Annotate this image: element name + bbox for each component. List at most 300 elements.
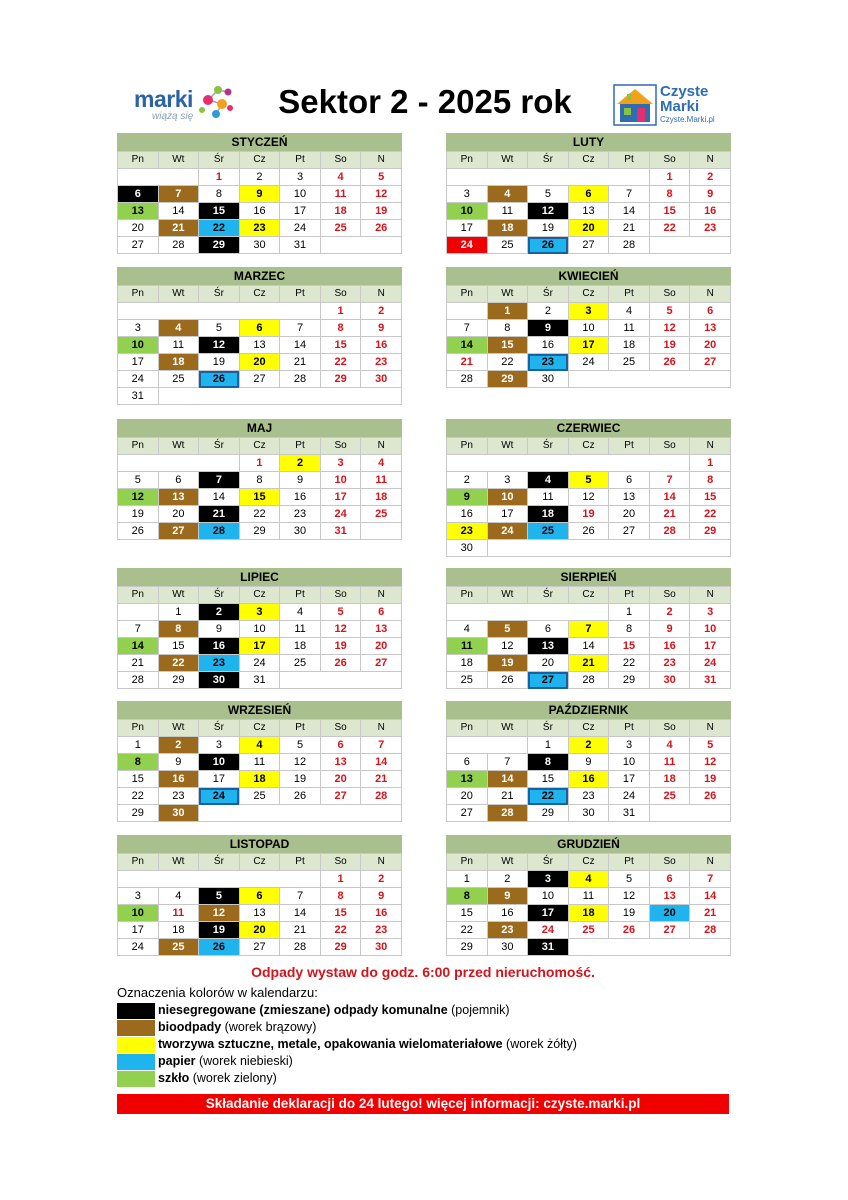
day-cell[interactable]: 29 (690, 523, 731, 540)
marki-logo[interactable] (134, 82, 234, 126)
day-cell[interactable]: 26 (487, 672, 528, 689)
day-cell[interactable]: 11 (320, 186, 361, 203)
day-cell[interactable]: 26 (609, 922, 650, 939)
day-cell[interactable]: 28 (649, 523, 690, 540)
day-cell[interactable]: 23 (649, 655, 690, 672)
day-cell[interactable]: 4 (320, 169, 361, 186)
day-cell[interactable]: 19 (280, 771, 321, 788)
day-cell[interactable]: 26 (568, 523, 609, 540)
day-cell[interactable]: 8 (447, 888, 488, 905)
day-cell[interactable]: 15 (487, 337, 528, 354)
day-cell[interactable]: 8 (320, 320, 361, 337)
day-cell[interactable]: 18 (361, 489, 402, 506)
day-cell[interactable]: 28 (361, 788, 402, 805)
day-cell[interactable]: 13 (447, 771, 488, 788)
day-cell[interactable]: 14 (487, 771, 528, 788)
day-cell[interactable]: 23 (158, 788, 199, 805)
day-cell[interactable]: 22 (487, 354, 528, 371)
day-cell[interactable]: 19 (361, 203, 402, 220)
day-cell[interactable]: 24 (320, 506, 361, 523)
day-cell[interactable]: 5 (528, 186, 569, 203)
day-cell[interactable]: 22 (320, 922, 361, 939)
day-cell[interactable]: 13 (118, 203, 159, 220)
day-cell[interactable]: 18 (487, 220, 528, 237)
day-cell[interactable]: 5 (568, 472, 609, 489)
day-cell[interactable]: 11 (158, 337, 199, 354)
day-cell[interactable]: 12 (487, 638, 528, 655)
day-cell[interactable]: 7 (280, 320, 321, 337)
day-cell[interactable]: 22 (447, 922, 488, 939)
day-cell[interactable]: 25 (158, 371, 199, 388)
day-cell[interactable]: 12 (568, 489, 609, 506)
day-cell[interactable]: 11 (361, 472, 402, 489)
day-cell[interactable]: 15 (320, 905, 361, 922)
day-cell[interactable]: 26 (320, 655, 361, 672)
day-cell[interactable]: 28 (690, 922, 731, 939)
day-cell[interactable]: 4 (568, 871, 609, 888)
day-cell[interactable]: 6 (239, 888, 280, 905)
day-cell[interactable]: 20 (690, 337, 731, 354)
day-cell[interactable]: 4 (239, 737, 280, 754)
day-cell[interactable]: 30 (528, 371, 569, 388)
day-cell[interactable]: 1 (118, 737, 159, 754)
day-cell[interactable]: 8 (158, 621, 199, 638)
day-cell[interactable]: 1 (239, 455, 280, 472)
day-cell[interactable]: 25 (280, 655, 321, 672)
day-cell[interactable]: 27 (158, 523, 199, 540)
day-cell[interactable]: 31 (320, 523, 361, 540)
day-cell[interactable]: 25 (361, 506, 402, 523)
day-cell[interactable]: 13 (239, 337, 280, 354)
day-cell[interactable]: 4 (609, 303, 650, 320)
day-cell[interactable]: 13 (361, 621, 402, 638)
day-cell[interactable]: 16 (528, 337, 569, 354)
day-cell[interactable]: 13 (320, 754, 361, 771)
day-cell[interactable]: 23 (690, 220, 731, 237)
day-cell[interactable]: 4 (649, 737, 690, 754)
day-cell[interactable]: 13 (528, 638, 569, 655)
day-cell[interactable]: 30 (568, 805, 609, 822)
day-cell[interactable]: 10 (568, 320, 609, 337)
day-cell[interactable]: 5 (280, 737, 321, 754)
day-cell[interactable]: 31 (280, 237, 321, 254)
day-cell[interactable]: 30 (447, 540, 488, 557)
day-cell[interactable]: 31 (239, 672, 280, 689)
day-cell[interactable]: 16 (568, 771, 609, 788)
day-cell[interactable]: 9 (447, 489, 488, 506)
day-cell[interactable]: 28 (487, 805, 528, 822)
day-cell[interactable]: 27 (649, 922, 690, 939)
day-cell[interactable]: 16 (361, 337, 402, 354)
day-cell[interactable]: 28 (280, 371, 321, 388)
day-cell[interactable]: 27 (528, 672, 569, 689)
day-cell[interactable]: 28 (158, 237, 199, 254)
day-cell[interactable]: 12 (320, 621, 361, 638)
day-cell[interactable]: 26 (649, 354, 690, 371)
day-cell[interactable]: 23 (487, 922, 528, 939)
day-cell[interactable]: 15 (239, 489, 280, 506)
day-cell[interactable]: 3 (239, 604, 280, 621)
day-cell[interactable]: 25 (609, 354, 650, 371)
day-cell[interactable]: 21 (199, 506, 240, 523)
day-cell[interactable]: 3 (690, 604, 731, 621)
day-cell[interactable]: 7 (158, 186, 199, 203)
day-cell[interactable]: 25 (239, 788, 280, 805)
day-cell[interactable]: 21 (649, 506, 690, 523)
day-cell[interactable]: 20 (239, 922, 280, 939)
day-cell[interactable]: 3 (528, 871, 569, 888)
day-cell[interactable]: 27 (361, 655, 402, 672)
day-cell[interactable]: 21 (568, 655, 609, 672)
day-cell[interactable]: 16 (649, 638, 690, 655)
day-cell[interactable]: 14 (690, 888, 731, 905)
day-cell[interactable]: 23 (447, 523, 488, 540)
day-cell[interactable]: 12 (361, 186, 402, 203)
day-cell[interactable]: 24 (118, 371, 159, 388)
day-cell[interactable]: 7 (487, 754, 528, 771)
day-cell[interactable]: 4 (487, 186, 528, 203)
day-cell[interactable]: 5 (361, 169, 402, 186)
day-cell[interactable]: 14 (158, 203, 199, 220)
day-cell[interactable]: 1 (158, 604, 199, 621)
day-cell[interactable]: 28 (447, 371, 488, 388)
day-cell[interactable]: 17 (568, 337, 609, 354)
day-cell[interactable]: 14 (568, 638, 609, 655)
day-cell[interactable]: 5 (609, 871, 650, 888)
day-cell[interactable]: 15 (649, 203, 690, 220)
declaration-banner[interactable]: Składanie deklaracji do 24 lutego! więcej informacji: czyste.marki.pl (117, 1094, 729, 1114)
day-cell[interactable]: 22 (609, 655, 650, 672)
day-cell[interactable]: 2 (361, 303, 402, 320)
day-cell[interactable]: 29 (447, 939, 488, 956)
day-cell[interactable]: 13 (239, 905, 280, 922)
day-cell[interactable]: 27 (568, 237, 609, 254)
day-cell[interactable]: 1 (690, 455, 731, 472)
day-cell[interactable]: 21 (280, 922, 321, 939)
day-cell[interactable]: 19 (690, 771, 731, 788)
day-cell[interactable]: 30 (487, 939, 528, 956)
day-cell[interactable]: 3 (118, 888, 159, 905)
day-cell[interactable]: 2 (649, 604, 690, 621)
day-cell[interactable]: 16 (199, 638, 240, 655)
day-cell[interactable]: 22 (158, 655, 199, 672)
day-cell[interactable]: 15 (199, 203, 240, 220)
day-cell[interactable]: 7 (649, 472, 690, 489)
day-cell[interactable]: 13 (690, 320, 731, 337)
day-cell[interactable]: 2 (487, 871, 528, 888)
day-cell[interactable]: 31 (528, 939, 569, 956)
day-cell[interactable]: 9 (280, 472, 321, 489)
day-cell[interactable]: 19 (568, 506, 609, 523)
day-cell[interactable]: 29 (239, 523, 280, 540)
day-cell[interactable]: 7 (690, 871, 731, 888)
day-cell[interactable]: 21 (487, 788, 528, 805)
day-cell[interactable]: 6 (118, 186, 159, 203)
day-cell[interactable]: 30 (280, 523, 321, 540)
day-cell[interactable]: 24 (280, 220, 321, 237)
day-cell[interactable]: 3 (609, 737, 650, 754)
day-cell[interactable]: 17 (239, 638, 280, 655)
day-cell[interactable]: 17 (447, 220, 488, 237)
day-cell[interactable]: 30 (361, 939, 402, 956)
day-cell[interactable]: 10 (118, 905, 159, 922)
day-cell[interactable]: 14 (118, 638, 159, 655)
day-cell[interactable]: 6 (239, 320, 280, 337)
day-cell[interactable]: 28 (280, 939, 321, 956)
day-cell[interactable]: 18 (320, 203, 361, 220)
day-cell[interactable]: 5 (649, 303, 690, 320)
day-cell[interactable]: 19 (118, 506, 159, 523)
day-cell[interactable]: 25 (568, 922, 609, 939)
day-cell[interactable]: 20 (528, 655, 569, 672)
day-cell[interactable]: 5 (199, 888, 240, 905)
day-cell[interactable]: 13 (649, 888, 690, 905)
day-cell[interactable]: 20 (239, 354, 280, 371)
day-cell[interactable]: 30 (649, 672, 690, 689)
day-cell[interactable]: 5 (199, 320, 240, 337)
day-cell[interactable]: 10 (528, 888, 569, 905)
day-cell[interactable]: 8 (690, 472, 731, 489)
day-cell[interactable]: 8 (609, 621, 650, 638)
day-cell[interactable]: 17 (320, 489, 361, 506)
day-cell[interactable]: 11 (609, 320, 650, 337)
day-cell[interactable]: 23 (199, 655, 240, 672)
day-cell[interactable]: 3 (118, 320, 159, 337)
day-cell[interactable]: 10 (690, 621, 731, 638)
day-cell[interactable]: 23 (280, 506, 321, 523)
day-cell[interactable]: 8 (649, 186, 690, 203)
day-cell[interactable]: 27 (239, 939, 280, 956)
day-cell[interactable]: 7 (361, 737, 402, 754)
day-cell[interactable]: 11 (158, 905, 199, 922)
day-cell[interactable]: 26 (690, 788, 731, 805)
day-cell[interactable]: 23 (361, 922, 402, 939)
day-cell[interactable]: 6 (568, 186, 609, 203)
day-cell[interactable]: 1 (199, 169, 240, 186)
day-cell[interactable]: 3 (487, 472, 528, 489)
day-cell[interactable]: 15 (690, 489, 731, 506)
day-cell[interactable]: 7 (199, 472, 240, 489)
day-cell[interactable]: 12 (690, 754, 731, 771)
day-cell[interactable]: 14 (609, 203, 650, 220)
day-cell[interactable]: 26 (199, 939, 240, 956)
day-cell[interactable]: 2 (158, 737, 199, 754)
day-cell[interactable]: 9 (199, 621, 240, 638)
day-cell[interactable]: 1 (447, 871, 488, 888)
day-cell[interactable]: 26 (199, 371, 240, 388)
day-cell[interactable]: 15 (447, 905, 488, 922)
day-cell[interactable]: 28 (609, 237, 650, 254)
day-cell[interactable]: 2 (528, 303, 569, 320)
day-cell[interactable]: 4 (280, 604, 321, 621)
day-cell[interactable]: 18 (649, 771, 690, 788)
day-cell[interactable]: 6 (528, 621, 569, 638)
day-cell[interactable]: 24 (239, 655, 280, 672)
day-cell[interactable]: 25 (158, 939, 199, 956)
day-cell[interactable]: 26 (118, 523, 159, 540)
day-cell[interactable]: 23 (361, 354, 402, 371)
day-cell[interactable]: 4 (447, 621, 488, 638)
day-cell[interactable]: 26 (528, 237, 569, 254)
day-cell[interactable]: 10 (609, 754, 650, 771)
day-cell[interactable]: 29 (528, 805, 569, 822)
day-cell[interactable]: 16 (280, 489, 321, 506)
day-cell[interactable]: 19 (199, 354, 240, 371)
day-cell[interactable]: 9 (528, 320, 569, 337)
day-cell[interactable]: 21 (361, 771, 402, 788)
day-cell[interactable]: 5 (320, 604, 361, 621)
day-cell[interactable]: 18 (447, 655, 488, 672)
day-cell[interactable]: 16 (239, 203, 280, 220)
day-cell[interactable]: 31 (690, 672, 731, 689)
day-cell[interactable]: 23 (568, 788, 609, 805)
day-cell[interactable]: 27 (118, 237, 159, 254)
day-cell[interactable]: 21 (280, 354, 321, 371)
day-cell[interactable]: 15 (118, 771, 159, 788)
day-cell[interactable]: 11 (568, 888, 609, 905)
day-cell[interactable]: 20 (447, 788, 488, 805)
day-cell[interactable]: 24 (528, 922, 569, 939)
day-cell[interactable]: 16 (447, 506, 488, 523)
czyste-marki-logo[interactable] (613, 84, 729, 128)
day-cell[interactable]: 12 (280, 754, 321, 771)
day-cell[interactable]: 26 (361, 220, 402, 237)
day-cell[interactable]: 14 (361, 754, 402, 771)
day-cell[interactable]: 20 (568, 220, 609, 237)
day-cell[interactable]: 21 (158, 220, 199, 237)
day-cell[interactable]: 26 (280, 788, 321, 805)
day-cell[interactable]: 11 (649, 754, 690, 771)
day-cell[interactable]: 3 (568, 303, 609, 320)
day-cell[interactable]: 5 (690, 737, 731, 754)
day-cell[interactable]: 9 (361, 888, 402, 905)
day-cell[interactable]: 24 (690, 655, 731, 672)
day-cell[interactable]: 21 (690, 905, 731, 922)
day-cell[interactable]: 29 (118, 805, 159, 822)
day-cell[interactable]: 14 (649, 489, 690, 506)
day-cell[interactable]: 22 (199, 220, 240, 237)
day-cell[interactable]: 4 (528, 472, 569, 489)
day-cell[interactable]: 29 (158, 672, 199, 689)
day-cell[interactable]: 19 (199, 922, 240, 939)
day-cell[interactable]: 25 (649, 788, 690, 805)
day-cell[interactable]: 12 (609, 888, 650, 905)
day-cell[interactable]: 29 (487, 371, 528, 388)
day-cell[interactable]: 24 (199, 788, 240, 805)
day-cell[interactable]: 25 (528, 523, 569, 540)
day-cell[interactable]: 17 (528, 905, 569, 922)
day-cell[interactable]: 29 (199, 237, 240, 254)
day-cell[interactable]: 8 (118, 754, 159, 771)
day-cell[interactable]: 15 (158, 638, 199, 655)
day-cell[interactable]: 2 (239, 169, 280, 186)
day-cell[interactable]: 17 (118, 354, 159, 371)
day-cell[interactable]: 3 (199, 737, 240, 754)
day-cell[interactable]: 17 (609, 771, 650, 788)
day-cell[interactable]: 22 (118, 788, 159, 805)
day-cell[interactable]: 20 (320, 771, 361, 788)
day-cell[interactable]: 6 (361, 604, 402, 621)
day-cell[interactable]: 20 (649, 905, 690, 922)
day-cell[interactable]: 22 (320, 354, 361, 371)
day-cell[interactable]: 13 (158, 489, 199, 506)
day-cell[interactable]: 1 (320, 871, 361, 888)
day-cell[interactable]: 9 (568, 754, 609, 771)
day-cell[interactable]: 31 (609, 805, 650, 822)
day-cell[interactable]: 4 (361, 455, 402, 472)
day-cell[interactable]: 3 (280, 169, 321, 186)
day-cell[interactable]: 9 (487, 888, 528, 905)
day-cell[interactable]: 8 (528, 754, 569, 771)
day-cell[interactable]: 14 (447, 337, 488, 354)
day-cell[interactable]: 11 (528, 489, 569, 506)
day-cell[interactable]: 6 (649, 871, 690, 888)
day-cell[interactable]: 29 (320, 371, 361, 388)
day-cell[interactable]: 21 (118, 655, 159, 672)
day-cell[interactable]: 1 (487, 303, 528, 320)
day-cell[interactable]: 3 (447, 186, 488, 203)
day-cell[interactable]: 16 (487, 905, 528, 922)
day-cell[interactable]: 6 (320, 737, 361, 754)
day-cell[interactable]: 11 (280, 621, 321, 638)
day-cell[interactable]: 24 (568, 354, 609, 371)
day-cell[interactable]: 28 (199, 523, 240, 540)
day-cell[interactable]: 28 (568, 672, 609, 689)
day-cell[interactable]: 19 (487, 655, 528, 672)
day-cell[interactable]: 24 (447, 237, 488, 254)
day-cell[interactable]: 20 (118, 220, 159, 237)
day-cell[interactable]: 7 (609, 186, 650, 203)
day-cell[interactable]: 20 (361, 638, 402, 655)
day-cell[interactable]: 27 (690, 354, 731, 371)
day-cell[interactable]: 19 (649, 337, 690, 354)
day-cell[interactable]: 6 (158, 472, 199, 489)
day-cell[interactable]: 1 (528, 737, 569, 754)
day-cell[interactable]: 25 (320, 220, 361, 237)
day-cell[interactable]: 30 (239, 237, 280, 254)
day-cell[interactable]: 8 (239, 472, 280, 489)
day-cell[interactable]: 2 (199, 604, 240, 621)
day-cell[interactable]: 30 (158, 805, 199, 822)
day-cell[interactable]: 8 (487, 320, 528, 337)
day-cell[interactable]: 12 (528, 203, 569, 220)
day-cell[interactable]: 17 (690, 638, 731, 655)
day-cell[interactable]: 2 (690, 169, 731, 186)
day-cell[interactable]: 18 (528, 506, 569, 523)
day-cell[interactable]: 5 (487, 621, 528, 638)
day-cell[interactable]: 24 (609, 788, 650, 805)
day-cell[interactable]: 16 (361, 905, 402, 922)
day-cell[interactable]: 11 (239, 754, 280, 771)
day-cell[interactable]: 15 (528, 771, 569, 788)
day-cell[interactable]: 13 (609, 489, 650, 506)
day-cell[interactable]: 31 (118, 388, 159, 405)
day-cell[interactable]: 30 (199, 672, 240, 689)
day-cell[interactable]: 9 (239, 186, 280, 203)
day-cell[interactable]: 20 (609, 506, 650, 523)
day-cell[interactable]: 7 (280, 888, 321, 905)
day-cell[interactable]: 1 (649, 169, 690, 186)
day-cell[interactable]: 16 (158, 771, 199, 788)
day-cell[interactable]: 22 (239, 506, 280, 523)
day-cell[interactable]: 4 (158, 888, 199, 905)
day-cell[interactable]: 2 (568, 737, 609, 754)
day-cell[interactable]: 8 (320, 888, 361, 905)
day-cell[interactable]: 11 (447, 638, 488, 655)
day-cell[interactable]: 18 (158, 922, 199, 939)
day-cell[interactable]: 17 (280, 203, 321, 220)
day-cell[interactable]: 19 (609, 905, 650, 922)
